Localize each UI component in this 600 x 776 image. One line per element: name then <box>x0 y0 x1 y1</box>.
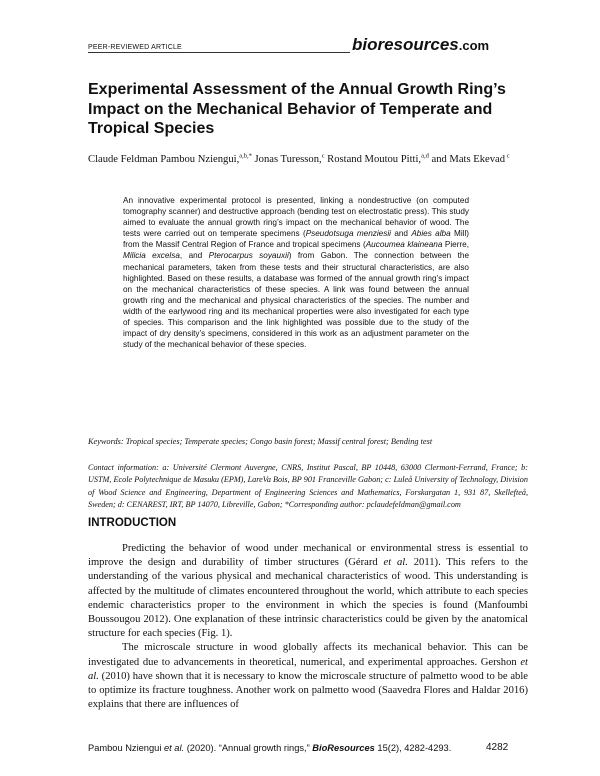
paper-title: Experimental Assessment of the Annual Growth Ring’s Impact on the Mechanical Behavior of Temperate and Tropical Species <box>88 81 506 137</box>
author-name: Rostand Moutou Pitti, <box>324 154 422 165</box>
header-rule <box>88 52 350 53</box>
abstract-text: ) from Gabon. The connection between the mechanical parameters, taken from these tests and their structural characteristics, are also highlighted. Based on these results, a database was formed of the annual growth ring’s impact on the mechanical characteristics of these species. A link was found between the annual growth ring and the mechanical and physical characteristics of the species. The number and width of the earlywood ring and its mechanical properties were also investigated for each type of species. This comparison and the link highlighted was possible due to the study of the impact of dry density’s specimens, considered in this work as an adjustment parameter on the study of the mechanical behavior of these species. <box>123 251 469 350</box>
species-name: Abies alba <box>411 229 451 239</box>
paragraph-text: (2010) have shown that it is necessary to know the microscale structure of palmetto wood to be able to optimize its fracture toughness. Another work on palmetto wood (Saavedra Flores and Haldar 2016) explains that there are influences of <box>88 670 528 711</box>
et-al: et al. <box>88 656 528 682</box>
paragraph <box>88 542 528 641</box>
paragraph-text: The microscale structure in wood globally affects its mechanical behavior. This can be investigated due to advancements in theoretical, numerical, and experimental approaches. Gershon <box>88 642 528 668</box>
abstract-text: Mill) from the Massif Central Region of France and tropical specimens ( <box>123 229 470 250</box>
footer-citation <box>88 743 522 753</box>
species-name: Pseudotsuga menziesii <box>305 229 391 239</box>
page-number: 4282 <box>486 742 509 753</box>
abstract-text: and <box>390 229 412 239</box>
author-affiliation: a,d <box>421 152 429 160</box>
abstract-text: An innovative experimental protocol is presented, linking a nondestructive (on computed tomography scanner) and destructive approach (bending test on electrostatic press). This study aimed to evaluate the annual growth ring’s impact on the mechanical behavior of wood. The tests were carried out on temperate specimens ( <box>123 196 469 239</box>
paragraph <box>88 641 528 712</box>
paragraph-text: Predicting the behavior of wood under mechanical or environmental stress is essential to improve the design and durability of timber structures (Gérard <box>88 543 528 569</box>
abstract-text: Pierre, <box>442 240 469 250</box>
brand-name: bioresources <box>352 35 459 54</box>
paragraph-text: 2011). This refers to the understanding of the various physical and mechanical characteristics of wood. This understanding is affected by the multitude of climates encountered throughout the world, which attribute to each species endemic characteristics proper to the environment in which the species is found (Manfoumbi Boussougou 2012). One explanation of these intrinsic characteristics could be given by the anatomical structure for each species (Fig. 1). <box>88 557 528 640</box>
citation-text: (2020). “Annual growth rings,” <box>184 743 313 753</box>
author-name: Claude Feldman Pambou Nziengui, <box>88 154 240 165</box>
et-al: et al. <box>383 557 408 569</box>
citation-text: 15(2), 4282-4293. <box>374 743 452 753</box>
journal-name: BioResources <box>312 743 375 753</box>
author-name: Jonas Turesson, <box>251 154 322 165</box>
body-text <box>88 542 528 712</box>
citation-text: Pambou Nziengui <box>88 743 164 753</box>
species-name: Aucoumea klaineana <box>365 240 443 250</box>
abstract <box>123 195 469 350</box>
journal-brand[interactable] <box>352 35 489 55</box>
contact-information: Contact information: a: Université Clermont Auvergne, CNRS, Institut Pascal, BP 10448, 63000 Clermont-Ferrand, France; b: USTM, Ecole Polytechnique de Masuku (EPM), LareVa Bois, BP 901 Franceville Gabon; c: Luleå University of Technology, Division of Wood Science and Engineering, Department of Engineering Sciences and Mathematics, Forskargatan 1, 931 87, Skellefteå, Sweden; d: CENAREST, IRT, BP 14070, Libreville, Gabon; *Corresponding author: pclaudefeldman@gmail.com <box>88 463 528 509</box>
abstract-text: , and <box>179 251 209 261</box>
brand-domain: .com <box>458 38 490 53</box>
keywords: Keywords: Tropical species; Temperate species; Congo basin forest; Massif central forest; Bending test <box>88 437 433 446</box>
author-affiliation: c <box>505 152 510 160</box>
species-name: Pterocarpus soyauxii <box>208 251 289 261</box>
article-type-label: PEER-REVIEWED ARTICLE <box>88 44 182 51</box>
author-affiliation: a,b,* <box>239 152 252 160</box>
et-al: et al. <box>163 743 185 753</box>
author-name: and Mats Ekevad <box>428 154 506 165</box>
species-name: Milicia excelsa <box>123 251 180 261</box>
author-affiliation: c <box>321 152 325 160</box>
author-list <box>88 153 528 168</box>
section-heading: INTRODUCTION <box>88 517 177 529</box>
